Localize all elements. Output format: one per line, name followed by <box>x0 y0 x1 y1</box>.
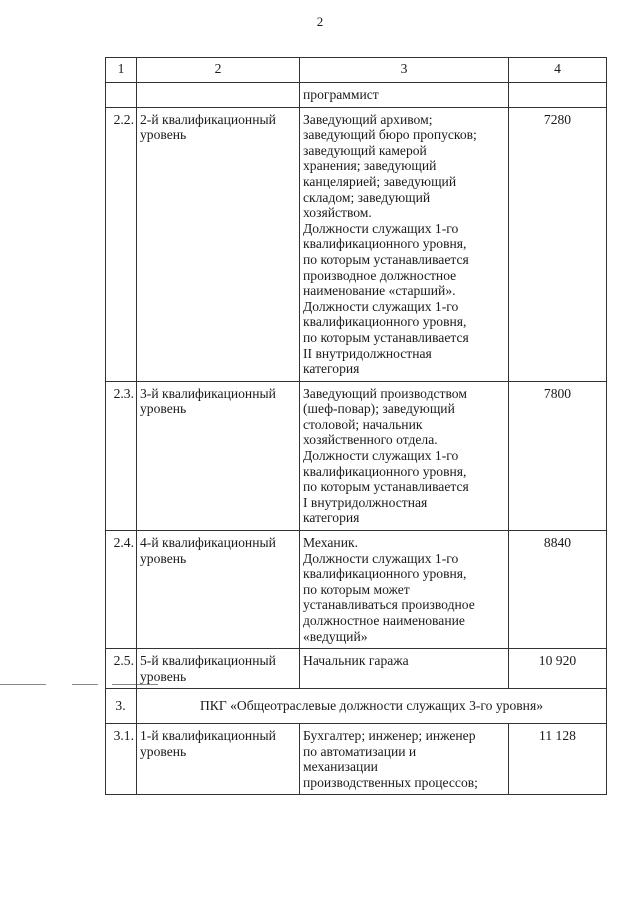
position-cell <box>300 723 509 794</box>
text-line: заведующий бюро пропусков; <box>303 127 477 143</box>
table-row <box>106 723 607 794</box>
position-cell <box>300 531 509 649</box>
text-line: хранения; заведующий <box>303 158 437 174</box>
table-row <box>106 107 607 381</box>
table-row <box>106 649 607 689</box>
text-line: квалификационного уровня, <box>303 463 467 479</box>
text-line: механизации <box>303 759 378 775</box>
section-title: ПКГ «Общеотраслевые должности служащих 3-го уровня» <box>137 689 607 724</box>
margin-mark-line <box>72 684 98 685</box>
text-line: 2-й квалификационный <box>140 111 276 127</box>
text-line: Должности служащих 1-го <box>303 550 459 566</box>
row-number: 2.4. <box>106 531 137 649</box>
text-line: Должности служащих 1-го <box>303 220 459 236</box>
text-line: по которым устанавливается <box>303 479 469 495</box>
text-line: 3-й квалификационный <box>140 385 276 401</box>
page-number: 2 <box>316 14 324 29</box>
table-row <box>106 531 607 649</box>
text-line: Механик. <box>303 535 358 551</box>
text-line: складом; заведующий <box>303 189 431 205</box>
salary-cell: 8840 <box>509 531 607 649</box>
text-line: устанавливаться производное <box>303 597 475 613</box>
level-cell <box>137 531 300 649</box>
text-line: канцелярией; заведующий <box>303 173 457 189</box>
text-line: по которым устанавливается <box>303 329 469 345</box>
text-line: хозяйственного отдела. <box>303 432 438 448</box>
salary-cell: 11 128 <box>509 723 607 794</box>
margin-mark-line <box>0 684 46 685</box>
text-line: Заведующий архивом; <box>303 111 433 127</box>
text-line: квалификационного уровня, <box>303 314 467 330</box>
text-line: 5-й квалификационный <box>140 653 276 669</box>
row-number: 2.2. <box>106 107 137 381</box>
text-line: I внутридолжностная <box>303 494 428 510</box>
position-cell <box>300 381 509 530</box>
text-line: категория <box>303 361 360 377</box>
text-line: заведующий камерой <box>303 142 427 158</box>
table-header-row <box>106 58 607 83</box>
header-cell: 2 <box>137 58 300 83</box>
text-line: наименование «старший». <box>303 283 456 299</box>
text-line: производственных процессов; <box>303 774 478 790</box>
header-cell: 4 <box>509 58 607 83</box>
text-line: уровень <box>140 127 187 143</box>
position-cell <box>300 649 509 689</box>
text-line: по которым может <box>303 581 410 597</box>
text-line: уровень <box>140 401 187 417</box>
salary-table <box>105 57 607 795</box>
text-line: Заведующий производством <box>303 385 467 401</box>
level-cell <box>137 649 300 689</box>
table-row <box>106 381 607 530</box>
level-cell <box>137 723 300 794</box>
text-line: квалификационного уровня, <box>303 566 467 582</box>
salary-cell: 7800 <box>509 381 607 530</box>
text-line: уровень <box>140 668 187 684</box>
text-line: по которым устанавливается <box>303 251 469 267</box>
text-line: должностное наименование <box>303 613 465 628</box>
row-number: 2.5. <box>106 649 137 689</box>
text-line: II внутридолжностная <box>303 345 432 361</box>
text-line: Начальник гаража <box>303 653 409 669</box>
text-line: уровень <box>140 743 187 759</box>
section-row <box>106 689 607 724</box>
text-line: 4-й квалификационный <box>140 535 276 551</box>
text-line: хозяйством. <box>303 205 372 221</box>
text-line: категория <box>303 510 360 526</box>
text-line: Должности служащих 1-го <box>303 448 459 464</box>
text-line: (шеф-повар); заведующий <box>303 401 455 417</box>
position-cell <box>300 107 509 381</box>
text-line: квалификационного уровня, <box>303 236 467 252</box>
text-line: производное должностное <box>303 267 457 283</box>
text-line: программист <box>303 87 379 102</box>
text-line: «ведущий» <box>303 628 368 644</box>
text-line: Должности служащих 1-го <box>303 298 459 314</box>
row-number: 2.3. <box>106 381 137 530</box>
salary-cell: 10 920 <box>509 649 607 689</box>
level-cell <box>137 381 300 530</box>
salary-cell: 7280 <box>509 107 607 381</box>
section-number: 3. <box>106 689 137 724</box>
text-line: столовой; начальник <box>303 416 423 432</box>
position-lines <box>303 87 505 103</box>
header-cell: 3 <box>300 58 509 83</box>
text-line: Бухгалтер; инженер; инженер <box>303 727 476 743</box>
text-line: по автоматизации и <box>303 743 417 759</box>
header-cell: 1 <box>106 58 137 83</box>
text-line: 1-й квалификационный <box>140 727 276 743</box>
text-line: уровень <box>140 550 187 566</box>
position-cell <box>300 83 509 108</box>
row-number: 3.1. <box>106 723 137 794</box>
continuation-row <box>106 83 607 108</box>
level-cell <box>137 107 300 381</box>
